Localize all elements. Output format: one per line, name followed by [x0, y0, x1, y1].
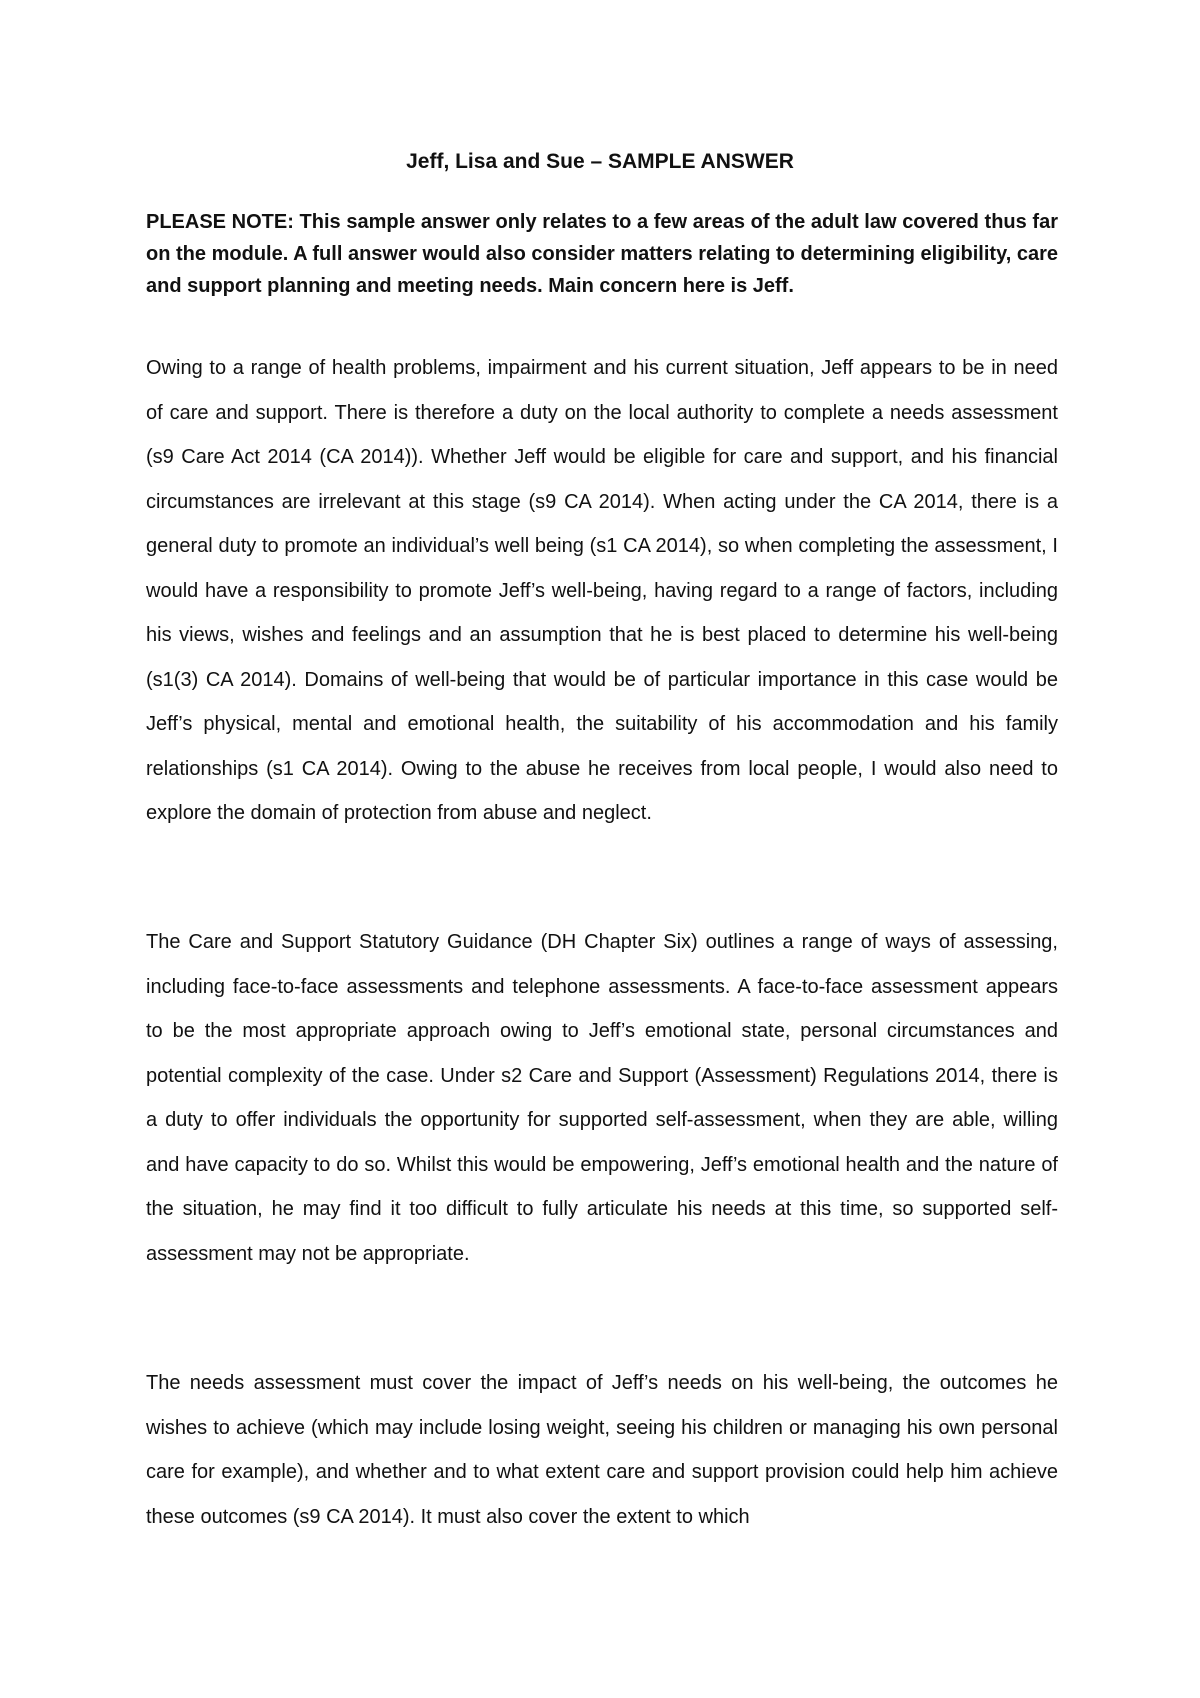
document-title: Jeff, Lisa and Sue – SAMPLE ANSWER: [406, 150, 794, 173]
please-note-paragraph: PLEASE NOTE: This sample answer only relates to a few areas of the adult law covered thus far on the module. A full answer would also consider matters relating to determining eligibility, care and support planning and meeting needs. Main concern here is Jeff.: [146, 211, 1058, 297]
body-paragraph-3: The needs assessment must cover the impact of Jeff’s needs on his well-being, the outcomes he wishes to achieve (which may include losing weight, seeing his children or managing his own personal care for example), and whether and to what extent care and support provision could help him achieve these outcomes (s9 CA 2014). It must also cover the extent to which: [146, 1372, 1058, 1528]
body-paragraph-1: Owing to a range of health problems, impairment and his current situation, Jeff appears to be in need of care and support. There is therefore a duty on the local authority to complete a needs assessment (s9 Care Act 2014 (CA 2014)). Whether Jeff would be eligible for care and support, and his financial circumstances are irrelevant at this stage (s9 CA 2014). When acting under the CA 2014, there is a general duty to promote an individual’s well being (s1 CA 2014), so when completing the assessment, I would have a responsibility to promote Jeff’s well-being, having regard to a range of factors, including his views, wishes and feelings and an assumption that he is best placed to determine his well-being (s1(3) CA 2014). Domains of well-being that would be of particular importance in this case would be Jeff’s physical, mental and emotional health, the suitability of his accommodation and his family relationships (s1 CA 2014). Owing to the abuse he receives from local people, I would also need to explore the domain of protection from abuse and neglect.: [146, 357, 1058, 824]
body-paragraph-2: The Care and Support Statutory Guidance (DH Chapter Six) outlines a range of ways of assessing, including face-to-face assessments and telephone assessments. A face-to-face assessment appears to be the most appropriate approach owing to Jeff’s emotional state, personal circumstances and potential complexity of the case. Under s2 Care and Support (Assessment) Regulations 2014, there is a duty to offer individuals the opportunity for supported self-assessment, when they are able, willing and have capacity to do so. Whilst this would be empowering, Jeff’s emotional health and the nature of the situation, he may find it too difficult to fully articulate his needs at this time, so supported self-assessment may not be appropriate.: [146, 931, 1058, 1265]
